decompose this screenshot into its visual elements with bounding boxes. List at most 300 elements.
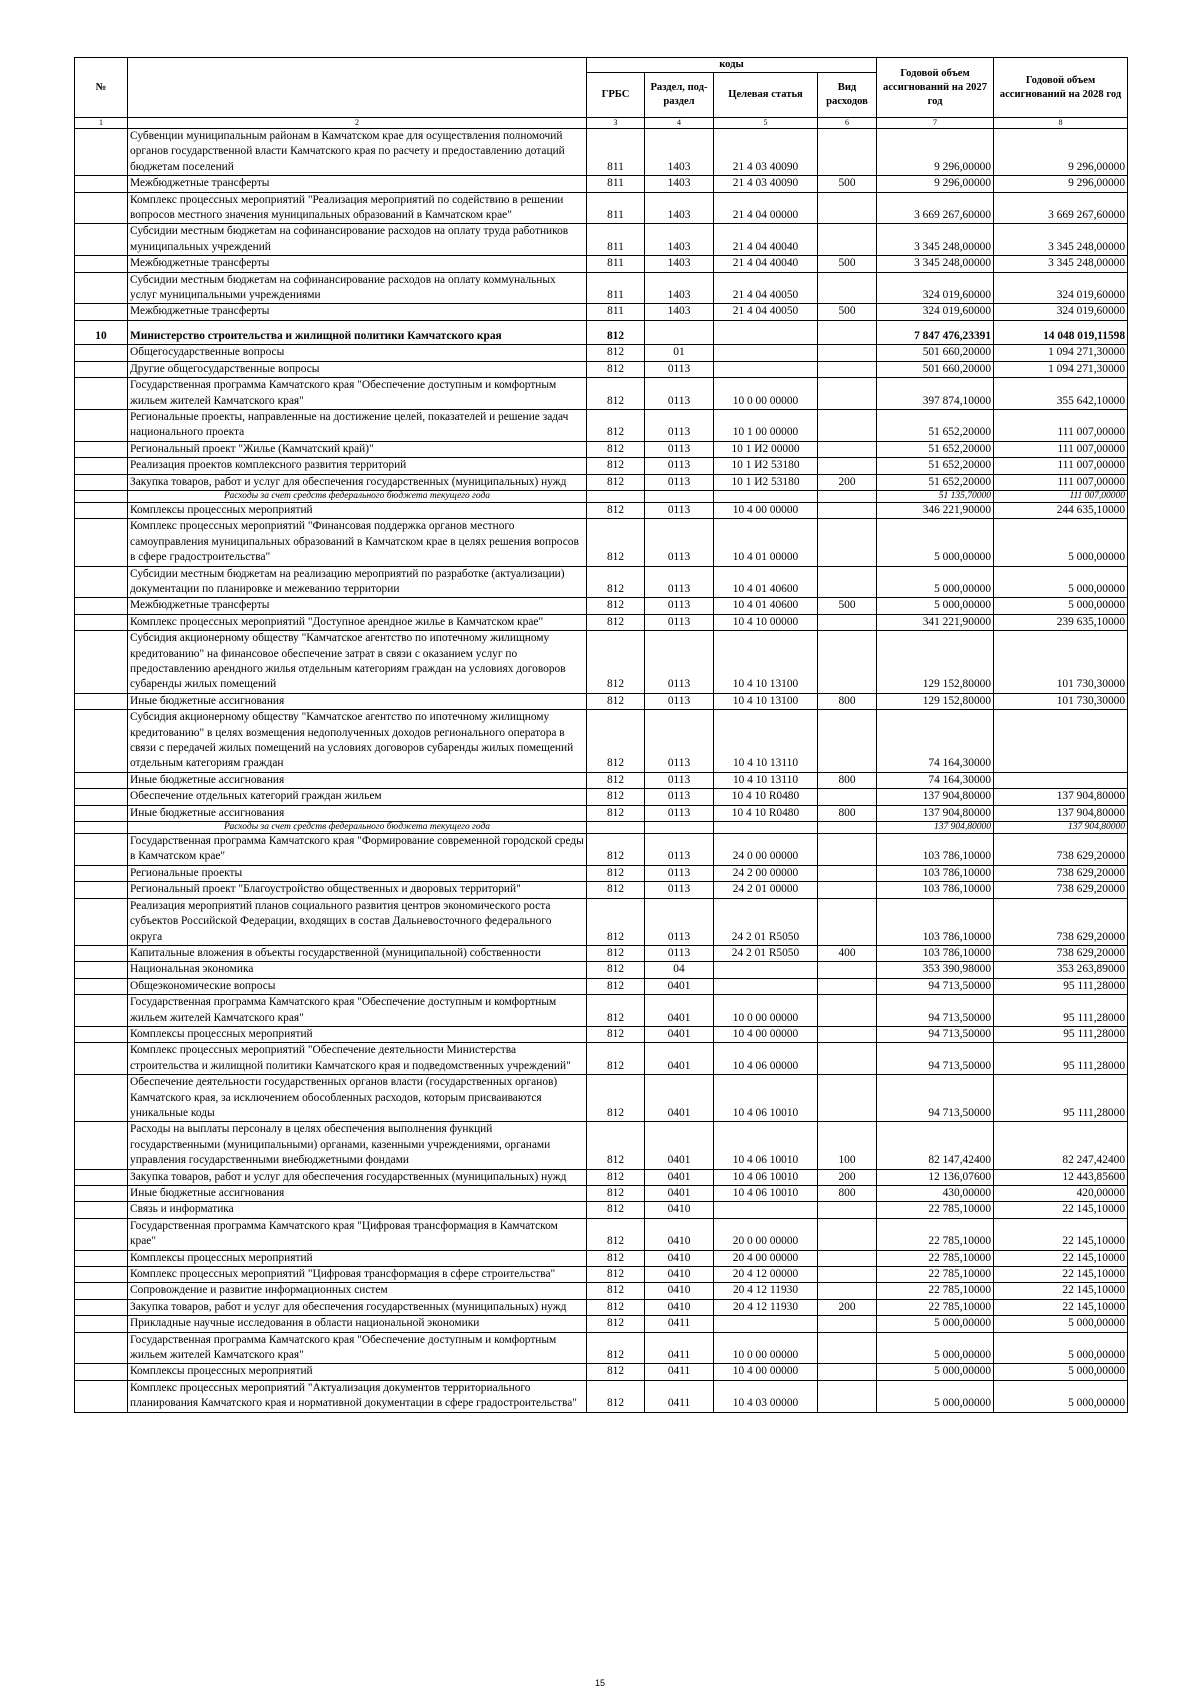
row-name: Субсидии местным бюджетам на софинансирование расходов на оплату труда работников муниципальных учреждений xyxy=(128,224,587,256)
row-name: Иные бюджетные ассигнования xyxy=(128,693,587,709)
row-vid xyxy=(818,710,877,773)
table-row xyxy=(75,631,1128,694)
row-grbs: 812 xyxy=(587,378,645,410)
row-razdel xyxy=(645,822,714,834)
table-row xyxy=(75,361,1128,377)
row-amount-2028: 738 629,20000 xyxy=(994,834,1128,866)
row-number xyxy=(75,441,128,457)
row-amount-2027: 129 152,80000 xyxy=(877,631,994,694)
table-row xyxy=(75,272,1128,304)
row-celevaya: 21 4 04 40050 xyxy=(714,272,818,304)
row-vid xyxy=(818,502,877,518)
row-amount-2028: 137 904,80000 xyxy=(994,805,1128,821)
row-amount-2028: 14 048 019,11598 xyxy=(994,320,1128,344)
row-razdel: 0113 xyxy=(645,598,714,614)
table-row xyxy=(75,129,1128,176)
row-razdel: 1403 xyxy=(645,192,714,224)
row-celevaya: 20 0 00 00000 xyxy=(714,1218,818,1250)
row-celevaya: 10 4 03 00000 xyxy=(714,1380,818,1412)
row-number xyxy=(75,1267,128,1283)
row-name: Прикладные научные исследования в области национальной экономики xyxy=(128,1316,587,1332)
row-razdel: 0113 xyxy=(645,693,714,709)
row-razdel: 01 xyxy=(645,345,714,361)
row-vid xyxy=(818,1075,877,1122)
header-codes: коды xyxy=(587,58,877,73)
row-number xyxy=(75,176,128,192)
row-amount-2028: 22 145,10000 xyxy=(994,1283,1128,1299)
row-vid xyxy=(818,614,877,630)
row-vid: 500 xyxy=(818,598,877,614)
row-amount-2028: 101 730,30000 xyxy=(994,631,1128,694)
row-number xyxy=(75,1186,128,1202)
table-row xyxy=(75,978,1128,994)
table-row xyxy=(75,320,1128,344)
row-number xyxy=(75,945,128,961)
row-celevaya xyxy=(714,490,818,502)
row-grbs: 812 xyxy=(587,1043,645,1075)
table-row xyxy=(75,962,1128,978)
row-celevaya: 10 4 01 00000 xyxy=(714,519,818,566)
row-celevaya: 24 2 01 00000 xyxy=(714,882,818,898)
row-vid xyxy=(818,1026,877,1042)
row-amount-2027: 346 221,90000 xyxy=(877,502,994,518)
row-amount-2027: 501 660,20000 xyxy=(877,345,994,361)
row-name: Реализация мероприятий планов социального развития центров экономического роста субъектов Российской Федерации, входящих в состав Дальневосточного федерального округа xyxy=(128,898,587,945)
row-razdel: 0113 xyxy=(645,409,714,441)
row-razdel: 1403 xyxy=(645,256,714,272)
col-num: 4 xyxy=(645,118,714,129)
row-number xyxy=(75,822,128,834)
row-amount-2027: 3 669 267,60000 xyxy=(877,192,994,224)
row-amount-2027: 82 147,42400 xyxy=(877,1122,994,1169)
row-number xyxy=(75,566,128,598)
row-name: Субсидии местным бюджетам на софинансирование расходов на оплату коммунальных услуг муниципальными учреждениями xyxy=(128,272,587,304)
row-number xyxy=(75,1218,128,1250)
row-grbs: 812 xyxy=(587,1364,645,1380)
row-razdel: 04 xyxy=(645,962,714,978)
row-razdel: 1403 xyxy=(645,129,714,176)
row-number xyxy=(75,458,128,474)
row-amount-2027: 22 785,10000 xyxy=(877,1218,994,1250)
row-grbs: 811 xyxy=(587,176,645,192)
row-razdel: 0113 xyxy=(645,519,714,566)
row-celevaya: 10 1 00 00000 xyxy=(714,409,818,441)
row-vid xyxy=(818,865,877,881)
row-name: Государственная программа Камчатского края "Обеспечение доступным и комфортным жильем жителей Камчатского края" xyxy=(128,1332,587,1364)
row-name: Комплекс процессных мероприятий "Реализация мероприятий по содействию в решении вопросов местного значения муниципальных образований в Камчатском крае" xyxy=(128,192,587,224)
row-name: Государственная программа Камчатского края "Цифровая трансформация в Камчатском крае" xyxy=(128,1218,587,1250)
row-vid: 500 xyxy=(818,304,877,320)
row-grbs: 812 xyxy=(587,1169,645,1185)
row-number xyxy=(75,490,128,502)
row-razdel: 0113 xyxy=(645,945,714,961)
row-grbs: 812 xyxy=(587,614,645,630)
row-number xyxy=(75,978,128,994)
row-grbs: 812 xyxy=(587,693,645,709)
row-amount-2028: 3 345 248,00000 xyxy=(994,224,1128,256)
row-number xyxy=(75,1250,128,1266)
row-amount-2028: 95 111,28000 xyxy=(994,1026,1128,1042)
row-amount-2028: 738 629,20000 xyxy=(994,865,1128,881)
row-vid xyxy=(818,1267,877,1283)
table-row xyxy=(75,1283,1128,1299)
row-name: Субсидии местным бюджетам на реализацию мероприятий по разработке (актуализации) документации по планировке и межеванию территории xyxy=(128,566,587,598)
table-row xyxy=(75,882,1128,898)
row-amount-2027: 430,00000 xyxy=(877,1186,994,1202)
table-row xyxy=(75,378,1128,410)
table-row xyxy=(75,490,1128,502)
row-celevaya: 20 4 12 11930 xyxy=(714,1283,818,1299)
row-celevaya: 10 4 10 00000 xyxy=(714,614,818,630)
row-amount-2028: 239 635,10000 xyxy=(994,614,1128,630)
row-amount-2027: 501 660,20000 xyxy=(877,361,994,377)
row-vid xyxy=(818,566,877,598)
table-row xyxy=(75,822,1128,834)
row-amount-2027: 94 713,50000 xyxy=(877,1075,994,1122)
row-number xyxy=(75,345,128,361)
row-amount-2027: 74 164,30000 xyxy=(877,772,994,788)
budget-table xyxy=(74,57,1128,1413)
row-number xyxy=(75,898,128,945)
row-amount-2028: 3 669 267,60000 xyxy=(994,192,1128,224)
row-number: 10 xyxy=(75,320,128,344)
row-grbs: 812 xyxy=(587,805,645,821)
row-grbs: 812 xyxy=(587,995,645,1027)
row-name: Комплекс процессных мероприятий "Цифровая трансформация в сфере строительства" xyxy=(128,1267,587,1283)
table-row xyxy=(75,1218,1128,1250)
row-amount-2027: 341 221,90000 xyxy=(877,614,994,630)
row-name: Обеспечение деятельности государственных органов власти (государственных органов) Камчатского края, за исключением обособленных расходов, которым присваиваются уникальные коды xyxy=(128,1075,587,1122)
row-name: Комплекс процессных мероприятий "Актуализация документов территориального планирования Камчатского края и нормативной документации в сфере градостроительства" xyxy=(128,1380,587,1412)
row-name: Субвенции муниципальным районам в Камчатском крае для осуществления полномочий органов государственной власти Камчатского края по расчету и предоставлению дотаций бюджетам поселений xyxy=(128,129,587,176)
row-razdel: 0410 xyxy=(645,1250,714,1266)
row-grbs: 812 xyxy=(587,1026,645,1042)
row-celevaya: 21 4 04 40040 xyxy=(714,224,818,256)
row-amount-2028: 95 111,28000 xyxy=(994,1043,1128,1075)
row-name: Региональные проекты xyxy=(128,865,587,881)
row-number xyxy=(75,1332,128,1364)
row-number xyxy=(75,1299,128,1315)
row-amount-2027: 94 713,50000 xyxy=(877,978,994,994)
row-vid xyxy=(818,978,877,994)
row-grbs: 812 xyxy=(587,409,645,441)
row-razdel: 0113 xyxy=(645,772,714,788)
header-name xyxy=(128,58,587,118)
row-amount-2028: 22 145,10000 xyxy=(994,1218,1128,1250)
row-amount-2027: 5 000,00000 xyxy=(877,598,994,614)
row-number xyxy=(75,882,128,898)
row-number xyxy=(75,1283,128,1299)
header-vid: Вид расходов xyxy=(818,73,877,118)
row-vid xyxy=(818,822,877,834)
row-name: Закупка товаров, работ и услуг для обеспечения государственных (муниципальных) нужд xyxy=(128,474,587,490)
table-row xyxy=(75,1250,1128,1266)
row-vid xyxy=(818,1364,877,1380)
row-razdel: 0411 xyxy=(645,1316,714,1332)
row-vid: 800 xyxy=(818,805,877,821)
table-row xyxy=(75,945,1128,961)
row-razdel: 1403 xyxy=(645,176,714,192)
row-celevaya: 21 4 04 40050 xyxy=(714,304,818,320)
row-name: Закупка товаров, работ и услуг для обеспечения государственных (муниципальных) нужд xyxy=(128,1299,587,1315)
row-amount-2027: 324 019,60000 xyxy=(877,304,994,320)
row-vid xyxy=(818,272,877,304)
row-number xyxy=(75,710,128,773)
row-amount-2027: 103 786,10000 xyxy=(877,898,994,945)
table-row xyxy=(75,1075,1128,1122)
row-celevaya: 10 4 06 10010 xyxy=(714,1186,818,1202)
row-razdel: 1403 xyxy=(645,304,714,320)
row-amount-2027: 137 904,80000 xyxy=(877,805,994,821)
row-celevaya: 10 4 10 13110 xyxy=(714,772,818,788)
row-celevaya: 20 4 12 00000 xyxy=(714,1267,818,1283)
row-number xyxy=(75,962,128,978)
table-row xyxy=(75,995,1128,1027)
row-vid xyxy=(818,1316,877,1332)
row-amount-2027: 94 713,50000 xyxy=(877,1026,994,1042)
row-name: Министерство строительства и жилищной политики Камчатского края xyxy=(128,320,587,344)
row-vid xyxy=(818,962,877,978)
row-razdel: 0113 xyxy=(645,805,714,821)
row-vid xyxy=(818,1283,877,1299)
header-2027: Годовой объем ассигнований на 2027 год xyxy=(877,58,994,118)
row-grbs: 812 xyxy=(587,1075,645,1122)
row-vid xyxy=(818,789,877,805)
row-vid: 500 xyxy=(818,176,877,192)
row-razdel: 0113 xyxy=(645,614,714,630)
row-amount-2028: 5 000,00000 xyxy=(994,1364,1128,1380)
row-celevaya: 10 4 01 40600 xyxy=(714,598,818,614)
column-number-row xyxy=(75,118,1128,129)
row-name: Государственная программа Камчатского края "Обеспечение доступным и комфортным жильем жителей Камчатского края" xyxy=(128,378,587,410)
table-row xyxy=(75,1316,1128,1332)
table-row xyxy=(75,1267,1128,1283)
row-grbs: 812 xyxy=(587,458,645,474)
row-celevaya: 10 0 00 00000 xyxy=(714,1332,818,1364)
table-row xyxy=(75,1026,1128,1042)
row-name: Субсидия акционерному обществу "Камчатское агентство по ипотечному жилищному кредитованию" в целях возмещения недополученных доходов регионального оператора в связи с передачей жилых помещений на условиях договоров субаренды жилых помещений отдельным категориям граждан xyxy=(128,710,587,773)
row-vid xyxy=(818,490,877,502)
row-grbs: 812 xyxy=(587,1122,645,1169)
row-celevaya: 10 1 И2 00000 xyxy=(714,441,818,457)
row-name: Национальная экономика xyxy=(128,962,587,978)
row-vid: 200 xyxy=(818,474,877,490)
table-row xyxy=(75,614,1128,630)
row-grbs: 811 xyxy=(587,256,645,272)
table-row xyxy=(75,1169,1128,1185)
row-amount-2028: 95 111,28000 xyxy=(994,978,1128,994)
row-number xyxy=(75,304,128,320)
row-grbs: 812 xyxy=(587,598,645,614)
row-amount-2027: 103 786,10000 xyxy=(877,834,994,866)
row-amount-2028: 22 145,10000 xyxy=(994,1299,1128,1315)
row-vid xyxy=(818,1043,877,1075)
row-amount-2028 xyxy=(994,710,1128,773)
row-number xyxy=(75,192,128,224)
row-razdel: 0410 xyxy=(645,1299,714,1315)
row-amount-2028: 353 263,89000 xyxy=(994,962,1128,978)
row-celevaya: 24 2 00 00000 xyxy=(714,865,818,881)
row-vid xyxy=(818,995,877,1027)
table-row xyxy=(75,409,1128,441)
row-amount-2027: 12 136,07600 xyxy=(877,1169,994,1185)
row-razdel: 0401 xyxy=(645,1169,714,1185)
row-amount-2027: 22 785,10000 xyxy=(877,1283,994,1299)
row-amount-2027: 324 019,60000 xyxy=(877,272,994,304)
row-number xyxy=(75,865,128,881)
row-razdel: 0411 xyxy=(645,1364,714,1380)
row-vid xyxy=(818,1218,877,1250)
row-number xyxy=(75,1169,128,1185)
row-amount-2027: 103 786,10000 xyxy=(877,865,994,881)
row-amount-2027: 22 785,10000 xyxy=(877,1202,994,1218)
table-row xyxy=(75,693,1128,709)
row-grbs: 812 xyxy=(587,1380,645,1412)
row-amount-2027: 5 000,00000 xyxy=(877,519,994,566)
row-celevaya: 24 0 00 00000 xyxy=(714,834,818,866)
row-celevaya: 20 4 12 11930 xyxy=(714,1299,818,1315)
row-razdel xyxy=(645,490,714,502)
row-grbs: 812 xyxy=(587,1202,645,1218)
row-celevaya: 10 4 10 13110 xyxy=(714,710,818,773)
row-grbs: 812 xyxy=(587,441,645,457)
row-amount-2028: 738 629,20000 xyxy=(994,898,1128,945)
row-amount-2028: 22 145,10000 xyxy=(994,1250,1128,1266)
row-grbs: 812 xyxy=(587,898,645,945)
row-celevaya: 21 4 03 40090 xyxy=(714,176,818,192)
row-celevaya: 10 1 И2 53180 xyxy=(714,458,818,474)
row-amount-2028: 5 000,00000 xyxy=(994,1380,1128,1412)
row-amount-2028: 101 730,30000 xyxy=(994,693,1128,709)
row-razdel: 0411 xyxy=(645,1332,714,1364)
row-razdel: 0113 xyxy=(645,789,714,805)
row-grbs xyxy=(587,822,645,834)
row-grbs: 812 xyxy=(587,1283,645,1299)
table-row xyxy=(75,834,1128,866)
row-vid xyxy=(818,378,877,410)
row-razdel: 0113 xyxy=(645,361,714,377)
row-number xyxy=(75,502,128,518)
row-number xyxy=(75,361,128,377)
row-amount-2027: 51 652,20000 xyxy=(877,474,994,490)
row-amount-2028: 22 145,10000 xyxy=(994,1202,1128,1218)
row-grbs: 812 xyxy=(587,361,645,377)
col-num: 2 xyxy=(128,118,587,129)
row-grbs: 812 xyxy=(587,962,645,978)
row-razdel: 1403 xyxy=(645,272,714,304)
row-grbs: 811 xyxy=(587,192,645,224)
row-grbs: 812 xyxy=(587,834,645,866)
row-razdel: 0410 xyxy=(645,1202,714,1218)
row-name: Комплекс процессных мероприятий "Обеспечение деятельности Министерства строительства и жилищной политики Камчатского края и подведомственных учреждений" xyxy=(128,1043,587,1075)
row-amount-2027: 74 164,30000 xyxy=(877,710,994,773)
row-razdel xyxy=(645,320,714,344)
row-amount-2027: 9 296,00000 xyxy=(877,129,994,176)
row-grbs: 812 xyxy=(587,474,645,490)
row-celevaya xyxy=(714,978,818,994)
row-amount-2027: 9 296,00000 xyxy=(877,176,994,192)
row-amount-2027: 51 652,20000 xyxy=(877,409,994,441)
row-name: Сопровождение и развитие информационных систем xyxy=(128,1283,587,1299)
row-grbs: 812 xyxy=(587,1218,645,1250)
row-celevaya: 10 4 00 00000 xyxy=(714,1026,818,1042)
row-amount-2027: 94 713,50000 xyxy=(877,1043,994,1075)
table-row xyxy=(75,474,1128,490)
table-row xyxy=(75,1364,1128,1380)
col-num: 1 xyxy=(75,118,128,129)
row-amount-2028: 738 629,20000 xyxy=(994,945,1128,961)
row-celevaya: 10 0 00 00000 xyxy=(714,378,818,410)
header-grbs: ГРБС xyxy=(587,73,645,118)
table-row xyxy=(75,1299,1128,1315)
row-name: Комплекс процессных мероприятий "Доступное арендное жилье в Камчатском крае" xyxy=(128,614,587,630)
row-grbs xyxy=(587,490,645,502)
row-name: Комплекс процессных мероприятий "Финансовая поддержка органов местного самоуправления муниципальных образований в Камчатском крае в целях решения вопросов в сфере градостроительства" xyxy=(128,519,587,566)
row-vid: 200 xyxy=(818,1299,877,1315)
row-amount-2027: 5 000,00000 xyxy=(877,1332,994,1364)
row-amount-2027: 3 345 248,00000 xyxy=(877,256,994,272)
row-vid: 800 xyxy=(818,1186,877,1202)
row-number xyxy=(75,789,128,805)
row-vid xyxy=(818,1380,877,1412)
row-name: Расходы за счет средств федерального бюджета текущего года xyxy=(128,490,587,502)
row-amount-2028: 111 007,00000 xyxy=(994,409,1128,441)
row-amount-2027: 103 786,10000 xyxy=(877,945,994,961)
row-celevaya: 20 4 00 00000 xyxy=(714,1250,818,1266)
row-amount-2028: 420,00000 xyxy=(994,1186,1128,1202)
row-amount-2028: 355 642,10000 xyxy=(994,378,1128,410)
row-grbs: 812 xyxy=(587,1332,645,1364)
row-amount-2028: 5 000,00000 xyxy=(994,1316,1128,1332)
table-row xyxy=(75,176,1128,192)
row-celevaya: 24 2 01 R5050 xyxy=(714,945,818,961)
row-razdel: 0113 xyxy=(645,710,714,773)
row-grbs: 811 xyxy=(587,272,645,304)
row-number xyxy=(75,1380,128,1412)
row-number xyxy=(75,1364,128,1380)
row-celevaya: 10 4 10 R0480 xyxy=(714,805,818,821)
row-vid: 800 xyxy=(818,772,877,788)
row-amount-2028: 1 094 271,30000 xyxy=(994,345,1128,361)
row-amount-2027: 22 785,10000 xyxy=(877,1299,994,1315)
row-celevaya: 10 4 10 R0480 xyxy=(714,789,818,805)
row-number xyxy=(75,224,128,256)
row-amount-2027: 7 847 476,23391 xyxy=(877,320,994,344)
row-amount-2028: 12 443,85600 xyxy=(994,1169,1128,1185)
table-row xyxy=(75,1332,1128,1364)
row-vid xyxy=(818,631,877,694)
row-amount-2028: 137 904,80000 xyxy=(994,789,1128,805)
row-amount-2027: 5 000,00000 xyxy=(877,566,994,598)
row-number xyxy=(75,995,128,1027)
row-grbs: 812 xyxy=(587,1250,645,1266)
row-razdel: 0113 xyxy=(645,898,714,945)
row-amount-2028: 3 345 248,00000 xyxy=(994,256,1128,272)
row-name: Закупка товаров, работ и услуг для обеспечения государственных (муниципальных) нужд xyxy=(128,1169,587,1185)
row-name: Капитальные вложения в объекты государственной (муниципальной) собственности xyxy=(128,945,587,961)
row-number xyxy=(75,598,128,614)
row-grbs: 812 xyxy=(587,1186,645,1202)
row-vid xyxy=(818,320,877,344)
row-grbs: 812 xyxy=(587,772,645,788)
row-razdel: 0410 xyxy=(645,1283,714,1299)
row-grbs: 812 xyxy=(587,320,645,344)
row-grbs: 812 xyxy=(587,865,645,881)
row-celevaya: 21 4 04 40040 xyxy=(714,256,818,272)
col-num: 6 xyxy=(818,118,877,129)
table-body xyxy=(75,129,1128,1413)
row-amount-2028: 324 019,60000 xyxy=(994,304,1128,320)
